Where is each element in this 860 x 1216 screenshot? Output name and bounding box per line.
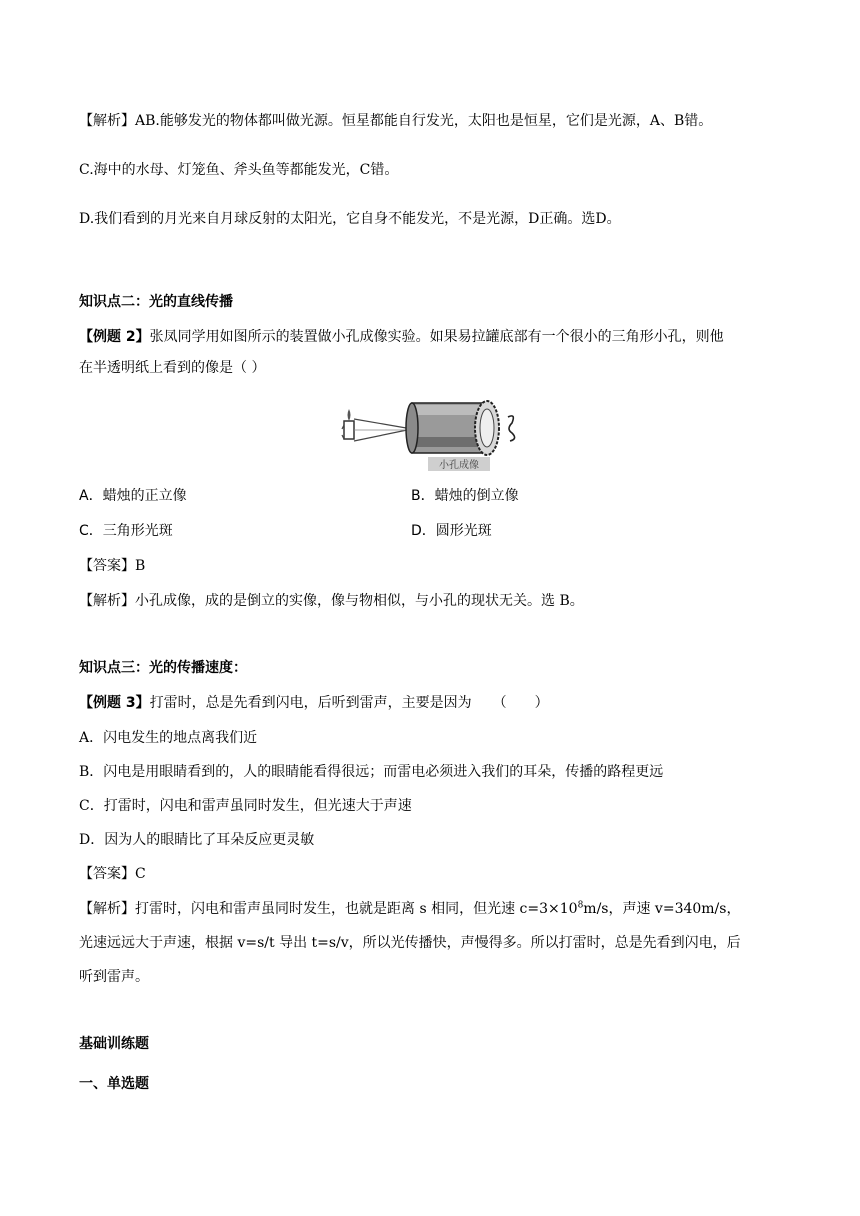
pinhole-camera-drawing [340, 395, 522, 473]
analysis-text-a: 【解析】打雷时，闪电和雷声虽同时发生，也就是距离 s 相同，但光速 c=3×10 [79, 901, 578, 917]
analysis-text-b: m/s，声速 v=340m/s， [583, 901, 741, 917]
example3-analysis-line-3: 听到雷声。 [79, 969, 149, 985]
example3-option-c: C．打雷时，闪电和雷声虽同时发生，但光速大于声速 [79, 798, 412, 814]
example3-analysis-line-2: 光速远远大于声速，根据 v=s/t 导出 t=s/v，所以光传播快，声慢得多。所以打雷时，总是先看到闪电，后 [79, 935, 741, 951]
analysis-line-2: C.海中的水母、灯笼鱼、斧头鱼等都能发光，C错。 [79, 162, 399, 178]
example2-question-line-1 [79, 328, 724, 346]
analysis-exponent: 8 [577, 900, 584, 911]
example2-text: 张凤同学用如图所示的装置做小孔成像实验。如果易拉罐底部有一个很小的三角形小孔，则他 [149, 329, 724, 345]
option-c: C．三角形光斑 [79, 523, 173, 539]
example3-text: 打雷时，总是先看到闪电，后听到雷声，主要是因为 （ ） [149, 695, 549, 711]
example3-option-a: A．闪电发生的地点离我们近 [79, 730, 258, 746]
example3-analysis-line-1 [79, 900, 740, 918]
training-heading: 基础训练题 [79, 1036, 149, 1052]
analysis-line-1: 【解析】AB.能够发光的物体都叫做光源。恒星都能自行发光，太阳也是恒星，它们是光源，A、B错。 [79, 113, 713, 129]
example2-question-line-2: 在半透明纸上看到的像是（ ） [79, 360, 266, 376]
training-subheading: 一、单选题 [79, 1076, 149, 1092]
example3-answer: 【答案】C [79, 866, 146, 882]
example3-option-d: D．因为人的眼睛比了耳朵反应更灵敏 [79, 832, 315, 848]
option-a: A．蜡烛的正立像 [79, 488, 187, 504]
option-b: B．蜡烛的倒立像 [411, 488, 519, 504]
figure-caption: 小孔成像 [439, 460, 479, 471]
example3-option-b: B．闪电是用眼睛看到的，人的眼睛能看得很远；而雷电必须进入我们的耳朵，传播的路程更远 [79, 764, 664, 780]
pinhole-camera-figure [340, 395, 522, 473]
option-d: D．圆形光斑 [411, 523, 492, 539]
example3-tag: 【例题 3】 [79, 695, 150, 711]
kp3-heading: 知识点三：光的传播速度： [79, 660, 247, 676]
example2-tag: 【例题 2】 [79, 329, 150, 345]
analysis-line-3: D.我们看到的月光来自月球反射的太阳光，它自身不能发光，不是光源，D正确。选D。 [79, 211, 621, 227]
example2-answer: 【答案】B [79, 558, 146, 574]
example3-question [79, 694, 549, 712]
kp2-heading: 知识点二：光的直线传播 [79, 294, 233, 310]
example2-analysis: 【解析】小孔成像，成的是倒立的实像，像与物相似，与小孔的现状无关。选 B。 [79, 593, 584, 609]
